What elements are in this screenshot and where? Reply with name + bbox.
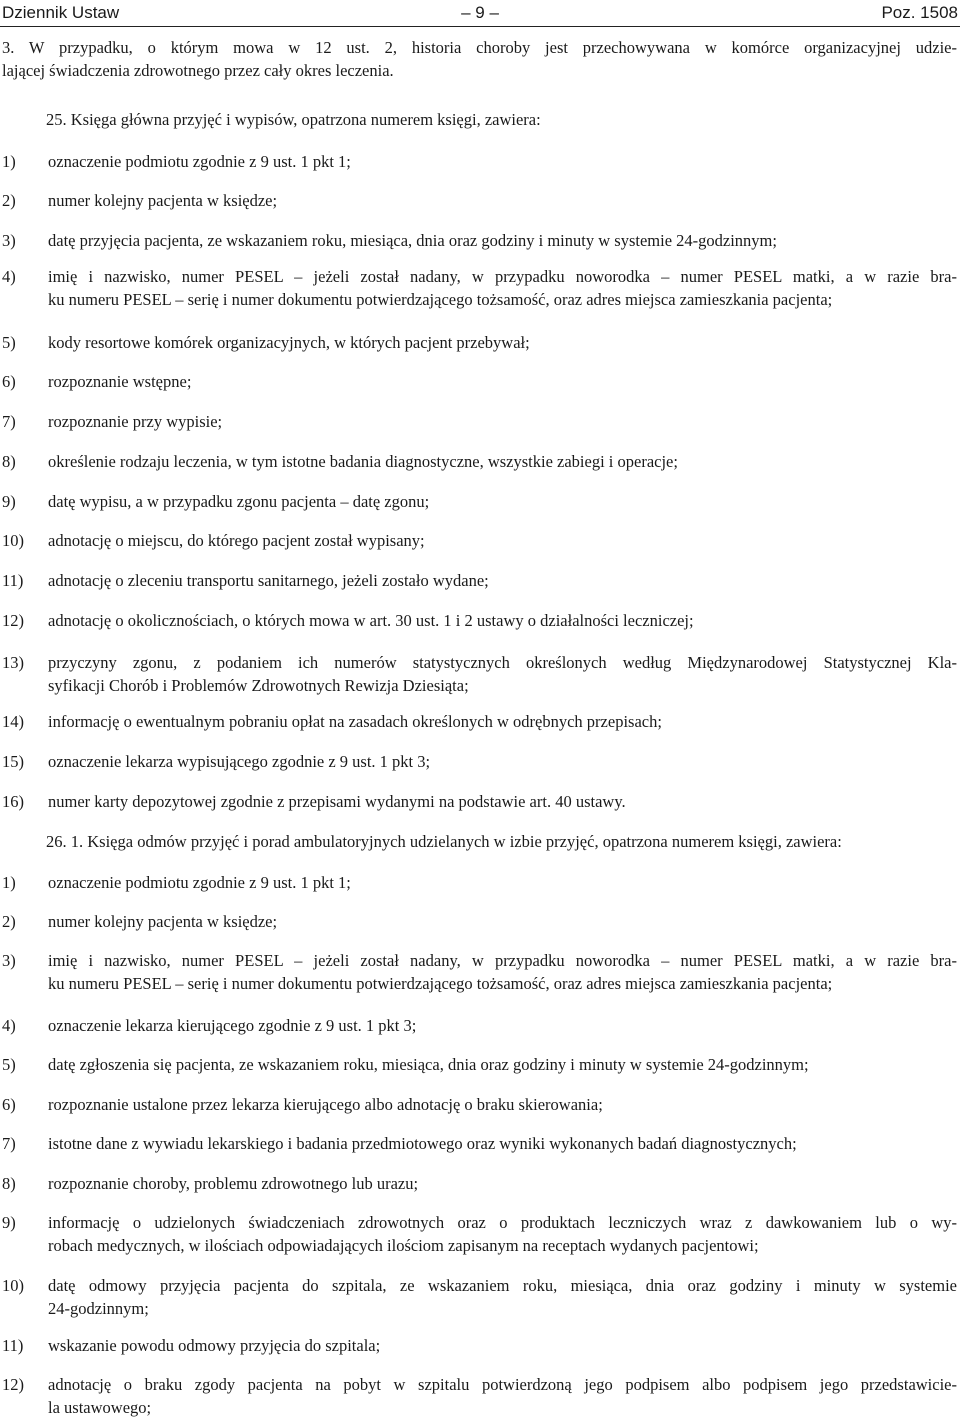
list-item-text: istotne dane z wywiadu lekarskiego i badania przedmiotowego oraz wyniki wykonanych badań diagnostycznych; — [48, 1134, 797, 1153]
list-item-number: 9) — [2, 1213, 16, 1232]
list-item-number: 1) — [2, 152, 16, 171]
list-item — [2, 910, 957, 933]
list-item-number: 11) — [2, 571, 24, 590]
list-item-text: datę wypisu, a w przypadku zgonu pacjenta – datę zgonu; — [48, 492, 430, 511]
list-item — [2, 370, 957, 393]
list-item-number: 5) — [2, 333, 16, 352]
list-item-number: 7) — [2, 412, 16, 431]
list-item-text: określenie rodzaju leczenia, w tym istotne badania diagnostyczne, wszystkie zabiegi i operacje; — [48, 452, 678, 471]
list-item — [2, 1172, 957, 1195]
list-item-text: numer kolejny pacjenta w księdze; — [48, 912, 278, 931]
list-item-number: 12) — [2, 1375, 24, 1394]
list-item-text: adnotację o okolicznościach, o których mowa w art. 30 ust. 1 i 2 ustawy o działalności leczniczej; — [48, 611, 694, 630]
list-item-text-line-2: robach medycznych, w ilościach odpowiadających ilościom zapisanym na receptach wydanych pacjentowi; — [48, 1236, 759, 1255]
list-item-number: 4) — [2, 1016, 16, 1035]
section-25-intro: 25. Księga główna przyjęć i wypisów, opatrzona numerem księgi, zawiera: — [46, 110, 541, 129]
list-item — [2, 1093, 957, 1116]
list-item — [2, 750, 957, 773]
list-item-number: 5) — [2, 1055, 16, 1074]
list-item-number: 15) — [2, 752, 24, 771]
page-header — [0, 0, 960, 27]
list-item-number: 2) — [2, 191, 16, 210]
list-item-text-line-1: adnotację o braku zgody pacjenta na pobyt w szpitalu potwierdzoną jego podpisem albo podpisem jego przedstawicie- — [48, 1375, 957, 1394]
list-item — [2, 790, 957, 813]
list-item — [2, 651, 957, 697]
list-item — [2, 871, 957, 894]
list-item-text-line-2: 24-godzinnym; — [48, 1299, 149, 1318]
list-item-text: oznaczenie podmiotu zgodnie z 9 ust. 1 pkt 1; — [48, 873, 351, 892]
list-item-text: datę przyjęcia pacjenta, ze wskazaniem roku, miesiąca, dnia oraz godziny i minuty w systemie 24-godzinnym; — [48, 231, 777, 250]
list-item-number: 6) — [2, 1095, 16, 1114]
paragraph-3-line-2: lającej świadczenia zdrowotnego przez cały okres leczenia. — [2, 61, 394, 80]
list-item — [2, 1132, 957, 1155]
list-item — [2, 949, 957, 995]
list-item-text: rozpoznanie wstępne; — [48, 372, 192, 391]
list-item-text: oznaczenie podmiotu zgodnie z 9 ust. 1 pkt 1; — [48, 152, 351, 171]
list-item — [2, 569, 957, 592]
position-number: Poz. 1508 — [881, 3, 958, 22]
list-item-number: 16) — [2, 792, 24, 811]
journal-title: Dziennik Ustaw — [2, 3, 120, 22]
list-item-text: informację o ewentualnym pobraniu opłat na zasadach określonych w odrębnych przepisach; — [48, 712, 662, 731]
list-item-text: oznaczenie lekarza kierującego zgodnie z 9 ust. 1 pkt 3; — [48, 1016, 417, 1035]
list-item-text: rozpoznanie choroby, problemu zdrowotnego lub urazu; — [48, 1174, 419, 1193]
list-item-number: 14) — [2, 712, 24, 731]
list-item-text: wskazanie powodu odmowy przyjęcia do szpitala; — [48, 1336, 381, 1355]
list-item-text: numer karty depozytowej zgodnie z przepisami wydanymi na podstawie art. 40 ustawy. — [48, 792, 626, 811]
list-item-number: 2) — [2, 912, 16, 931]
list-item — [2, 1274, 957, 1320]
list-item-text-line-2: ku numeru PESEL – serię i numer dokumentu potwierdzającego tożsamość, oraz adres miejsca zamieszkania pacjenta; — [48, 974, 833, 993]
list-item — [2, 229, 957, 252]
list-item — [2, 331, 957, 354]
list-item-text-line-1: datę odmowy przyjęcia pacjenta do szpitala, ze wskazaniem roku, miesiąca, dnia oraz godziny i minuty w systemie — [48, 1276, 957, 1295]
list-item-number: 6) — [2, 372, 16, 391]
list-item-text-line-1: informację o udzielonych świadczeniach zdrowotnych oraz o produktach leczniczych wraz z dawkowaniem lub o wy- — [48, 1213, 957, 1232]
page-number: – 9 – — [461, 3, 499, 22]
list-item-number: 10) — [2, 1276, 24, 1295]
list-item-text: adnotację o miejscu, do którego pacjent został wypisany; — [48, 531, 425, 550]
list-item — [2, 609, 957, 632]
list-item-number: 8) — [2, 452, 16, 471]
list-item-text: rozpoznanie przy wypisie; — [48, 412, 223, 431]
list-item — [2, 189, 957, 212]
list-item-text: numer kolejny pacjenta w księdze; — [48, 191, 278, 210]
list-item — [2, 265, 957, 311]
list-item — [2, 529, 957, 552]
list-item-text-line-1: przyczyny zgonu, z podaniem ich numerów statystycznych określonych według Międzynarodowej Statystycznej Kla- — [48, 653, 957, 672]
list-item-text-line-2: syfikacji Chorób i Problemów Zdrowotnych Rewizja Dziesiąta; — [48, 676, 469, 695]
list-item-text: kody resortowe komórek organizacyjnych, w których pacjent przebywał; — [48, 333, 530, 352]
list-item-number: 13) — [2, 653, 24, 672]
list-item-text-line-1: imię i nazwisko, numer PESEL – jeżeli został nadany, w przypadku noworodka – numer PESEL matki, a w razie bra- — [48, 267, 957, 286]
list-item-text-line-1: imię i nazwisko, numer PESEL – jeżeli został nadany, w przypadku noworodka – numer PESEL matki, a w razie bra- — [48, 951, 957, 970]
list-item-number: 1) — [2, 873, 16, 892]
list-item — [2, 410, 957, 433]
list-item-text: datę zgłoszenia się pacjenta, ze wskazaniem roku, miesiąca, dnia oraz godziny i minuty w systemie 24-godzinnym; — [48, 1055, 809, 1074]
list-item — [2, 1211, 957, 1257]
list-item — [2, 490, 957, 513]
list-item-number: 4) — [2, 267, 16, 286]
list-item-text-line-2: la ustawowego; — [48, 1398, 152, 1417]
list-item-number: 9) — [2, 492, 16, 511]
list-item — [2, 1334, 957, 1357]
list-item — [2, 1014, 957, 1037]
list-item-text: adnotację o zleceniu transportu sanitarnego, jeżeli zostało wydane; — [48, 571, 489, 590]
list-item-number: 3) — [2, 231, 16, 250]
list-item-number: 12) — [2, 611, 24, 630]
list-item — [2, 150, 957, 173]
list-item — [2, 1373, 957, 1419]
paragraph-3-line-1: 3. W przypadku, o którym mowa w 12 ust. 2, historia choroby jest przechowywana w komórce organizacyjnej udzie- — [2, 38, 957, 57]
list-item — [2, 1053, 957, 1076]
list-item — [2, 450, 957, 473]
list-item-number: 11) — [2, 1336, 24, 1355]
list-item-number: 8) — [2, 1174, 16, 1193]
list-item-text: oznaczenie lekarza wypisującego zgodnie z 9 ust. 1 pkt 3; — [48, 752, 431, 771]
list-item-number: 7) — [2, 1134, 16, 1153]
list-item-number: 3) — [2, 951, 16, 970]
list-item — [2, 710, 957, 733]
list-item-number: 10) — [2, 531, 24, 550]
section-26-intro: 26. 1. Księga odmów przyjęć i porad ambulatoryjnych udzielanych w izbie przyjęć, opatrzona numerem księgi, zawiera: — [46, 832, 842, 851]
list-item-text: rozpoznanie ustalone przez lekarza kierującego albo adnotację o braku skierowania; — [48, 1095, 603, 1114]
list-item-text-line-2: ku numeru PESEL – serię i numer dokumentu potwierdzającego tożsamość, oraz adres miejsca zamieszkania pacjenta; — [48, 290, 833, 309]
